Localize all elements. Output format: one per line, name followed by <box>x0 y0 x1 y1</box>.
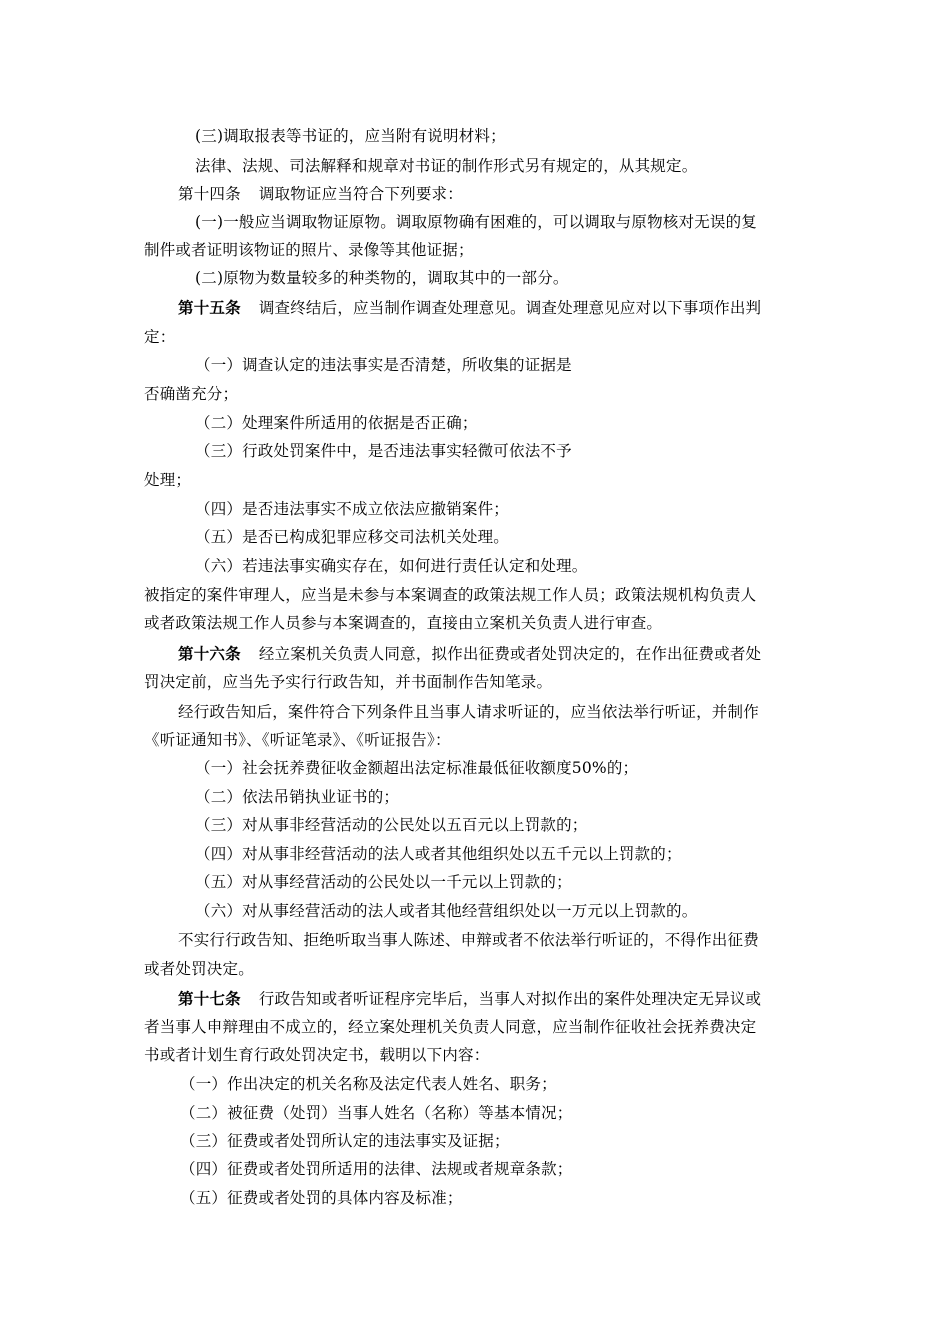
text-line: 处理； <box>144 471 192 489</box>
text-line: （四）征费或者处罚所适用的法律、法规或者规章条款； <box>180 1160 573 1178</box>
article-14: 第十四条 调取物证应当符合下列要求： <box>178 185 463 203</box>
article-16: 第十六条 经立案机关负责人同意，拟作出征费或者处罚决定的，在作出征费或者处 <box>178 644 762 663</box>
text-line: 被指定的案件审理人，应当是未参与本案调查的政策法规工作人员；政策法规机构负责人 <box>144 586 757 604</box>
article-number: 第十七条 <box>178 989 241 1008</box>
text-line: （二）被征费（处罚）当事人姓名（名称）等基本情况； <box>180 1104 573 1122</box>
text-line: （四）是否违法事实不成立依法应撤销案件； <box>195 500 510 518</box>
text-line: （一）社会抚养费征收金额超出法定标准最低征收额度50%的； <box>195 759 639 777</box>
text-line: 或者政策法规工作人员参与本案调查的，直接由立案机关负责人进行审查。 <box>144 614 663 632</box>
text-line: 书或者计划生育行政处罚决定书，载明以下内容： <box>144 1046 490 1064</box>
text-line: 不实行行政告知、拒绝听取当事人陈述、申辩或者不依法举行听证的，不得作出征费 <box>178 931 759 949</box>
text-line: （六）若违法事实确实存在，如何进行责任认定和处理。 <box>195 557 588 575</box>
text-line: （三）对从事非经营活动的公民处以五百元以上罚款的； <box>195 816 588 834</box>
text-line: （四）对从事非经营活动的法人或者其他组织处以五千元以上罚款的； <box>195 845 682 863</box>
article-number: 第十六条 <box>178 644 241 663</box>
text-line: 或者处罚决定。 <box>144 960 254 978</box>
text-line: （二）处理案件所适用的依据是否正确； <box>195 414 478 432</box>
text-line: （一）调查认定的违法事实是否清楚，所收集的证据是 <box>195 356 572 374</box>
text-line: 定： <box>144 328 176 346</box>
text-line: （三）征费或者处罚所认定的违法事实及证据； <box>180 1132 510 1150</box>
text-line: （二）依法吊销执业证书的； <box>195 788 400 806</box>
article-number: 第十四条 <box>178 185 241 203</box>
text-line: 罚决定前，应当先予实行行政告知，并书面制作告知笔录。 <box>144 673 553 691</box>
text-line: （五）征费或者处罚的具体内容及标准； <box>180 1189 463 1207</box>
text-line: 者当事人申辩理由不成立的，经立案处理机关负责人同意，应当制作征收社会抚养费决定 <box>144 1018 757 1036</box>
text-line: 法律、法规、司法解释和规章对书证的制作形式另有规定的，从其规定。 <box>195 157 698 175</box>
text-line: （五）对从事经营活动的公民处以一千元以上罚款的； <box>195 873 572 891</box>
text-line: （一）作出决定的机关名称及法定代表人姓名、职务； <box>180 1075 557 1093</box>
article-15: 第十五条 调查终结后，应当制作调查处理意见。调查处理意见应对以下事项作出判 <box>178 298 762 317</box>
text-line: 经行政告知后，案件符合下列条件且当事人请求听证的，应当依法举行听证，并制作 <box>178 703 759 721</box>
text-line: 《听证通知书》、《听证笔录》、《听证报告》： <box>144 731 451 749</box>
article-17: 第十七条 行政告知或者听证程序完毕后，当事人对拟作出的案件处理决定无异议或 <box>178 989 762 1008</box>
text-line: (二)原物为数量较多的种类物的，调取其中的一部分。 <box>195 269 569 287</box>
text-line: （三）行政处罚案件中，是否违法事实轻微可依法不予 <box>195 442 572 460</box>
text-line: 制件或者证明该物证的照片、录像等其他证据； <box>144 241 474 259</box>
text-line: （六）对从事经营活动的法人或者其他经营组织处以一万元以上罚款的。 <box>195 902 698 920</box>
article-number: 第十五条 <box>178 298 241 317</box>
text-line: 否确凿充分； <box>144 385 239 403</box>
text-line: (三)调取报表等书证的，应当附有说明材料； <box>195 127 506 145</box>
text-line: (一)一般应当调取物证原物。调取原物确有困难的，可以调取与原物核对无误的复 <box>195 213 757 231</box>
text-line: （五）是否已构成犯罪应移交司法机关处理。 <box>195 528 510 546</box>
